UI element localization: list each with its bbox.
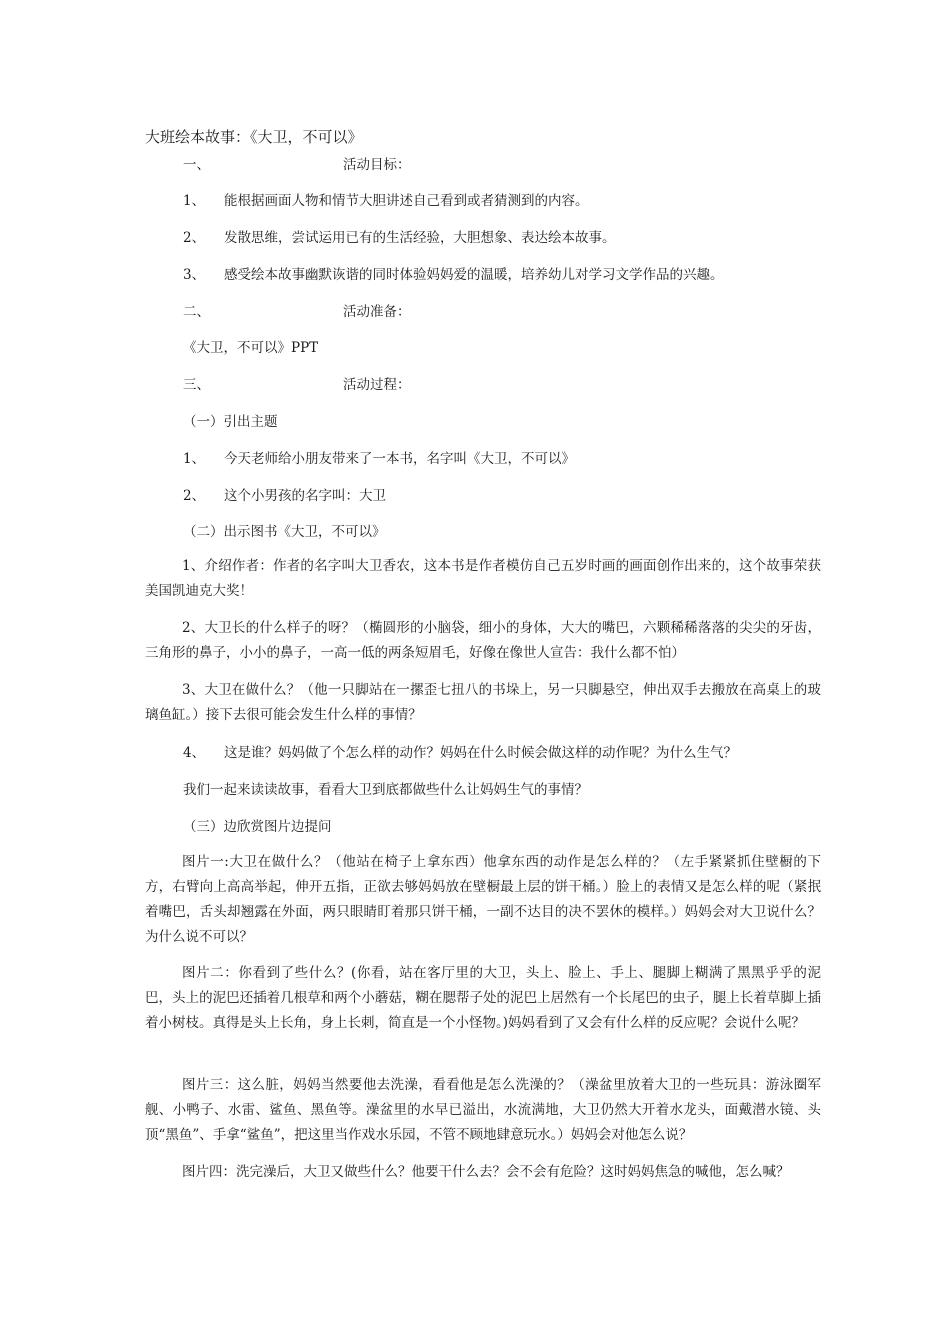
list-number: 3、: [183, 267, 206, 283]
picture-paragraph: 图片一:大卫在做什么？（他站在椅子上拿东西）他拿东西的动作是怎么样的？（左手紧紧抓住壁橱的下方，右臂向上高高举起，伸开五指，正欲去够妈妈放在壁橱最上层的饼干桶。）脸上的表情又是怎么样的呢（紧抿着嘴巴，舌头却翘露在外面，两只眼睛盯着那只饼干桶，一副不达目的决不罢休的模样。）妈妈会对大卫说什么？为什么说不可以？: [145, 854, 821, 945]
list-number: 2、: [183, 230, 206, 246]
picture-paragraph: 图片四：洗完澡后，大卫又做些什么？他要干什么去？会不会有危险？这时妈妈焦急的喊他，怎么喊？: [182, 1164, 790, 1180]
step-heading: （三）边欣赏图片边提问: [183, 819, 332, 835]
list-item: 这是谁？妈妈做了个怎么样的动作？妈妈在什么时候会做这样的动作呢？为什么生气？: [224, 745, 737, 761]
picture-paragraph: 图片二：你看到了些什么？(你看，站在客厅里的大卫，头上、脸上、手上、腿脚上糊满了黑黑乎乎的泥巴，头上的泥巴还插着几根草和两个小蘑菇，糊在腮帮子处的泥巴上居然有一个长尾巴的虫子，腿上长着草脚上插着小树枝。真得是头上长角，身上长刺，简直是一个小怪物。)妈妈看到了又会有什么样的反应呢？会说什么呢？: [145, 965, 821, 1031]
section-heading: 活动过程：: [343, 377, 411, 393]
list-item: 能根据画面人物和情节大胆讲述自己看到或者猜测到的内容。: [224, 193, 589, 209]
list-item: 今天老师给小朋友带来了一本书，名字叫《大卫，不可以》: [224, 451, 575, 467]
transition-text: 我们一起来读读故事，看看大卫到底都做些什么让妈妈生气的事情？: [183, 782, 588, 798]
paragraph: 3、大卫在做什么？（他一只脚站在一摞歪七扭八的书垛上，另一只脚悬空，伸出双手去搬放在高桌上的玻璃鱼缸。）接下去很可能会发生什么样的事情？: [145, 682, 821, 723]
section-number: 二、: [183, 304, 210, 320]
list-number: 4、: [183, 745, 206, 761]
step-heading: （二）出示图书《大卫，不可以》: [183, 524, 386, 540]
list-number: 1、: [183, 451, 206, 467]
list-number: 1、: [183, 193, 206, 209]
paragraph: 1、介绍作者：作者的名字叫大卫香农，这本书是作者模仿自己五岁时画的画面创作出来的，这个故事荣获美国凯迪克大奖！: [145, 558, 821, 599]
list-item: 这个小男孩的名字叫：大卫: [224, 488, 386, 504]
section-heading: 活动准备：: [343, 304, 411, 320]
section-number: 三、: [183, 377, 210, 393]
paragraph: 2、大卫长的什么样子的呀？（椭圆形的小脑袋，细小的身体，大大的嘴巴，六颗稀稀落落的尖尖的牙齿，三角形的鼻子，小小的鼻子，一高一低的两条短眉毛，好像在像世人宣告：我什么都不怕）: [145, 620, 821, 661]
step-heading: （一）引出主题: [183, 414, 278, 430]
list-item: 发散思维，尝试运用已有的生活经验，大胆想象、表达绘本故事。: [224, 230, 616, 246]
section-heading: 活动目标：: [343, 157, 411, 173]
picture-paragraph: 图片三：这么脏，妈妈当然要他去洗澡，看看他是怎么洗澡的？（澡盆里放着大卫的一些玩具：游泳圈军舰、小鸭子、水雷、鲨鱼、黑鱼等。澡盆里的水早已溢出，水流满地，大卫仍然大开着水龙头，面戴潜水镜、头顶“黑鱼”、手拿“鲨鱼”，把这里当作戏水乐园，不管不顾地肆意玩水。）妈妈会对他怎么说？: [145, 1077, 821, 1143]
list-item: 感受绘本故事幽默诙谐的同时体验妈妈爱的温暖，培养幼儿对学习文学作品的兴趣。: [224, 267, 724, 283]
section-number: 一、: [183, 157, 210, 173]
document-title: 大班绘本故事：《大卫，不可以》: [145, 128, 363, 146]
list-number: 2、: [183, 488, 206, 504]
prep-text: 《大卫，不可以》PPT: [183, 340, 319, 356]
